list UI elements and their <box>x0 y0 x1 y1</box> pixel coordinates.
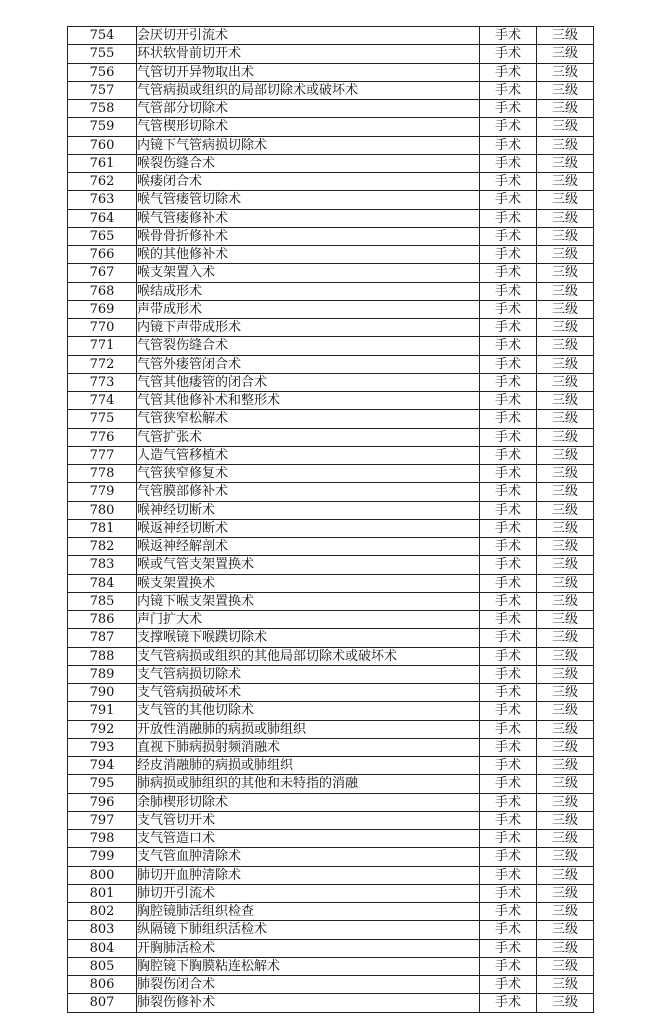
row-number: 792 <box>68 720 137 738</box>
procedure-type: 手术 <box>480 154 537 172</box>
procedure-level: 三级 <box>537 556 594 574</box>
table-row <box>68 757 594 775</box>
procedure-name: 喉骨骨折修补术 <box>137 227 480 245</box>
table-row <box>68 921 594 939</box>
table-row <box>68 118 594 136</box>
row-number: 804 <box>68 939 137 957</box>
procedure-name: 胸腔镜下胸膜粘连松解术 <box>137 957 480 975</box>
table-row <box>68 410 594 428</box>
procedure-level: 三级 <box>537 720 594 738</box>
row-number: 797 <box>68 811 137 829</box>
procedure-level: 三级 <box>537 136 594 154</box>
procedure-name: 会厌切开引流术 <box>137 27 480 45</box>
procedure-type: 手术 <box>480 501 537 519</box>
procedure-level: 三级 <box>537 392 594 410</box>
table-row <box>68 720 594 738</box>
procedure-name: 经皮消融肺的病损或肺组织 <box>137 757 480 775</box>
row-number: 803 <box>68 921 137 939</box>
table-row <box>68 556 594 574</box>
procedure-type: 手术 <box>480 519 537 537</box>
procedure-level: 三级 <box>537 957 594 975</box>
table-row <box>68 319 594 337</box>
procedure-level: 三级 <box>537 519 594 537</box>
table-row <box>68 191 594 209</box>
procedure-level: 三级 <box>537 45 594 63</box>
procedure-type: 手术 <box>480 264 537 282</box>
surgery-table <box>67 26 594 1013</box>
procedure-level: 三级 <box>537 629 594 647</box>
procedure-name: 喉瘘闭合术 <box>137 173 480 191</box>
procedure-level: 三级 <box>537 702 594 720</box>
procedure-level: 三级 <box>537 684 594 702</box>
row-number: 763 <box>68 191 137 209</box>
procedure-name: 肺病损或肺组织的其他和未特指的消融 <box>137 775 480 793</box>
table-row <box>68 264 594 282</box>
procedure-name: 喉支架置换术 <box>137 574 480 592</box>
procedure-name: 环状软骨前切开术 <box>137 45 480 63</box>
procedure-name: 喉气管瘘管切除术 <box>137 191 480 209</box>
row-number: 758 <box>68 100 137 118</box>
row-number: 769 <box>68 300 137 318</box>
procedure-level: 三级 <box>537 282 594 300</box>
procedure-name: 直视下肺病损射频消融术 <box>137 738 480 756</box>
procedure-name: 气管狭窄松解术 <box>137 410 480 428</box>
table-row <box>68 775 594 793</box>
table-row <box>68 300 594 318</box>
procedure-level: 三级 <box>537 337 594 355</box>
table-row <box>68 647 594 665</box>
procedure-name: 支气管的其他切除术 <box>137 702 480 720</box>
row-number: 773 <box>68 373 137 391</box>
procedure-name: 喉裂伤缝合术 <box>137 154 480 172</box>
row-number: 787 <box>68 629 137 647</box>
procedure-name: 支气管造口术 <box>137 830 480 848</box>
procedure-name: 气管膜部修补术 <box>137 483 480 501</box>
table-row <box>68 629 594 647</box>
procedure-type: 手术 <box>480 921 537 939</box>
procedure-type: 手术 <box>480 319 537 337</box>
table-row <box>68 100 594 118</box>
procedure-level: 三级 <box>537 665 594 683</box>
table-row <box>68 483 594 501</box>
procedure-name: 喉的其他修补术 <box>137 246 480 264</box>
row-number: 784 <box>68 574 137 592</box>
procedure-level: 三级 <box>537 994 594 1012</box>
procedure-name: 余肺楔形切除术 <box>137 793 480 811</box>
procedure-type: 手术 <box>480 720 537 738</box>
procedure-level: 三级 <box>537 793 594 811</box>
procedure-name: 喉或气管支架置换术 <box>137 556 480 574</box>
row-number: 766 <box>68 246 137 264</box>
procedure-name: 喉返神经切断术 <box>137 519 480 537</box>
procedure-name: 肺裂伤修补术 <box>137 994 480 1012</box>
row-number: 767 <box>68 264 137 282</box>
procedure-name: 喉结成形术 <box>137 282 480 300</box>
table-row <box>68 793 594 811</box>
procedure-level: 三级 <box>537 775 594 793</box>
procedure-type: 手术 <box>480 702 537 720</box>
procedure-name: 喉气管瘘修补术 <box>137 209 480 227</box>
procedure-type: 手术 <box>480 793 537 811</box>
procedure-type: 手术 <box>480 903 537 921</box>
row-number: 805 <box>68 957 137 975</box>
table-row <box>68 866 594 884</box>
procedure-type: 手术 <box>480 27 537 45</box>
row-number: 782 <box>68 538 137 556</box>
table-row <box>68 355 594 373</box>
procedure-type: 手术 <box>480 957 537 975</box>
procedure-type: 手术 <box>480 611 537 629</box>
procedure-name: 气管部分切除术 <box>137 100 480 118</box>
procedure-level: 三级 <box>537 428 594 446</box>
procedure-level: 三级 <box>537 903 594 921</box>
procedure-type: 手术 <box>480 592 537 610</box>
procedure-level: 三级 <box>537 738 594 756</box>
procedure-level: 三级 <box>537 264 594 282</box>
procedure-name: 气管狭窄修复术 <box>137 465 480 483</box>
row-number: 779 <box>68 483 137 501</box>
procedure-type: 手术 <box>480 556 537 574</box>
procedure-level: 三级 <box>537 191 594 209</box>
procedure-level: 三级 <box>537 209 594 227</box>
row-number: 754 <box>68 27 137 45</box>
procedure-name: 开放性消融肺的病损或肺组织 <box>137 720 480 738</box>
procedure-type: 手术 <box>480 209 537 227</box>
procedure-type: 手术 <box>480 866 537 884</box>
row-number: 790 <box>68 684 137 702</box>
procedure-name: 气管外瘘管闭合术 <box>137 355 480 373</box>
procedure-level: 三级 <box>537 884 594 902</box>
procedure-name: 喉返神经解剖术 <box>137 538 480 556</box>
table-row <box>68 519 594 537</box>
procedure-type: 手术 <box>480 282 537 300</box>
procedure-type: 手术 <box>480 191 537 209</box>
procedure-type: 手术 <box>480 465 537 483</box>
row-number: 777 <box>68 446 137 464</box>
procedure-name: 气管其他瘘管的闭合术 <box>137 373 480 391</box>
table-row <box>68 574 594 592</box>
procedure-type: 手术 <box>480 337 537 355</box>
procedure-name: 支气管病损破坏术 <box>137 684 480 702</box>
row-number: 757 <box>68 81 137 99</box>
row-number: 768 <box>68 282 137 300</box>
procedure-name: 气管病损或组织的局部切除术或破坏术 <box>137 81 480 99</box>
table-row <box>68 428 594 446</box>
row-number: 770 <box>68 319 137 337</box>
table-row <box>68 173 594 191</box>
row-number: 772 <box>68 355 137 373</box>
procedure-level: 三级 <box>537 446 594 464</box>
procedure-level: 三级 <box>537 501 594 519</box>
procedure-type: 手术 <box>480 410 537 428</box>
procedure-level: 三级 <box>537 811 594 829</box>
procedure-type: 手术 <box>480 392 537 410</box>
procedure-type: 手术 <box>480 665 537 683</box>
procedure-type: 手术 <box>480 428 537 446</box>
procedure-level: 三级 <box>537 355 594 373</box>
procedure-level: 三级 <box>537 100 594 118</box>
row-number: 799 <box>68 848 137 866</box>
procedure-name: 肺切开引流术 <box>137 884 480 902</box>
procedure-type: 手术 <box>480 574 537 592</box>
procedure-level: 三级 <box>537 173 594 191</box>
procedure-level: 三级 <box>537 866 594 884</box>
table-row <box>68 957 594 975</box>
procedure-name: 人造气管移植术 <box>137 446 480 464</box>
procedure-level: 三级 <box>537 227 594 245</box>
row-number: 793 <box>68 738 137 756</box>
row-number: 764 <box>68 209 137 227</box>
procedure-name: 气管扩张术 <box>137 428 480 446</box>
procedure-name: 气管裂伤缝合术 <box>137 337 480 355</box>
row-number: 775 <box>68 410 137 428</box>
procedure-level: 三级 <box>537 81 594 99</box>
table-row <box>68 373 594 391</box>
procedure-name: 支气管病损切除术 <box>137 665 480 683</box>
row-number: 807 <box>68 994 137 1012</box>
procedure-name: 气管楔形切除术 <box>137 118 480 136</box>
procedure-level: 三级 <box>537 574 594 592</box>
procedure-type: 手术 <box>480 757 537 775</box>
procedure-type: 手术 <box>480 373 537 391</box>
row-number: 800 <box>68 866 137 884</box>
table-row <box>68 684 594 702</box>
procedure-level: 三级 <box>537 483 594 501</box>
procedure-level: 三级 <box>537 319 594 337</box>
row-number: 801 <box>68 884 137 902</box>
table-row <box>68 811 594 829</box>
procedure-level: 三级 <box>537 611 594 629</box>
procedure-type: 手术 <box>480 118 537 136</box>
procedure-type: 手术 <box>480 63 537 81</box>
table-row <box>68 246 594 264</box>
procedure-type: 手术 <box>480 848 537 866</box>
procedure-name: 纵隔镜下肺组织活检术 <box>137 921 480 939</box>
row-number: 762 <box>68 173 137 191</box>
procedure-level: 三级 <box>537 939 594 957</box>
table-row <box>68 976 594 994</box>
table-row <box>68 337 594 355</box>
procedure-level: 三级 <box>537 757 594 775</box>
procedure-name: 支气管病损或组织的其他局部切除术或破坏术 <box>137 647 480 665</box>
table-row <box>68 209 594 227</box>
procedure-name: 喉神经切断术 <box>137 501 480 519</box>
procedure-type: 手术 <box>480 994 537 1012</box>
row-number: 755 <box>68 45 137 63</box>
row-number: 760 <box>68 136 137 154</box>
procedure-name: 气管切开异物取出术 <box>137 63 480 81</box>
procedure-level: 三级 <box>537 976 594 994</box>
row-number: 781 <box>68 519 137 537</box>
procedure-type: 手术 <box>480 629 537 647</box>
table-row <box>68 63 594 81</box>
procedure-level: 三级 <box>537 921 594 939</box>
procedure-name: 胸腔镜肺活组织检查 <box>137 903 480 921</box>
procedure-level: 三级 <box>537 154 594 172</box>
row-number: 783 <box>68 556 137 574</box>
procedure-type: 手术 <box>480 884 537 902</box>
procedure-level: 三级 <box>537 848 594 866</box>
procedure-type: 手术 <box>480 136 537 154</box>
procedure-name: 开胸肺活检术 <box>137 939 480 957</box>
procedure-level: 三级 <box>537 410 594 428</box>
row-number: 795 <box>68 775 137 793</box>
procedure-type: 手术 <box>480 227 537 245</box>
table-row <box>68 227 594 245</box>
procedure-level: 三级 <box>537 647 594 665</box>
procedure-level: 三级 <box>537 538 594 556</box>
procedure-name: 内镜下声带成形术 <box>137 319 480 337</box>
procedure-type: 手术 <box>480 647 537 665</box>
table-row <box>68 136 594 154</box>
table-row <box>68 282 594 300</box>
row-number: 759 <box>68 118 137 136</box>
row-number: 796 <box>68 793 137 811</box>
procedure-name: 支气管血肿清除术 <box>137 848 480 866</box>
row-number: 788 <box>68 647 137 665</box>
table-row <box>68 738 594 756</box>
procedure-name: 喉支架置入术 <box>137 264 480 282</box>
procedure-type: 手术 <box>480 939 537 957</box>
table-row <box>68 702 594 720</box>
table-row <box>68 81 594 99</box>
procedure-level: 三级 <box>537 118 594 136</box>
procedure-type: 手术 <box>480 538 537 556</box>
procedure-level: 三级 <box>537 246 594 264</box>
procedure-level: 三级 <box>537 373 594 391</box>
table-row <box>68 939 594 957</box>
row-number: 798 <box>68 830 137 848</box>
procedure-type: 手术 <box>480 483 537 501</box>
procedure-name: 肺裂伤闭合术 <box>137 976 480 994</box>
procedure-type: 手术 <box>480 355 537 373</box>
procedure-type: 手术 <box>480 81 537 99</box>
row-number: 761 <box>68 154 137 172</box>
procedure-name: 内镜下气管病损切除术 <box>137 136 480 154</box>
table-row <box>68 538 594 556</box>
procedure-level: 三级 <box>537 465 594 483</box>
table-row <box>68 45 594 63</box>
row-number: 774 <box>68 392 137 410</box>
row-number: 789 <box>68 665 137 683</box>
row-number: 806 <box>68 976 137 994</box>
procedure-name: 支气管切开术 <box>137 811 480 829</box>
procedure-type: 手术 <box>480 811 537 829</box>
row-number: 780 <box>68 501 137 519</box>
row-number: 771 <box>68 337 137 355</box>
table-row <box>68 446 594 464</box>
procedure-name: 气管其他修补术和整形术 <box>137 392 480 410</box>
procedure-level: 三级 <box>537 592 594 610</box>
procedure-type: 手术 <box>480 173 537 191</box>
procedure-level: 三级 <box>537 830 594 848</box>
procedure-type: 手术 <box>480 246 537 264</box>
procedure-name: 肺切开血肿清除术 <box>137 866 480 884</box>
procedure-type: 手术 <box>480 738 537 756</box>
row-number: 785 <box>68 592 137 610</box>
procedure-type: 手术 <box>480 684 537 702</box>
row-number: 802 <box>68 903 137 921</box>
table-row <box>68 392 594 410</box>
procedure-type: 手术 <box>480 45 537 63</box>
procedure-name: 声带成形术 <box>137 300 480 318</box>
procedure-type: 手术 <box>480 775 537 793</box>
row-number: 794 <box>68 757 137 775</box>
procedure-name: 支撑喉镜下喉蹼切除术 <box>137 629 480 647</box>
procedure-type: 手术 <box>480 976 537 994</box>
procedure-type: 手术 <box>480 100 537 118</box>
procedure-type: 手术 <box>480 300 537 318</box>
row-number: 778 <box>68 465 137 483</box>
table-row <box>68 592 594 610</box>
row-number: 756 <box>68 63 137 81</box>
row-number: 765 <box>68 227 137 245</box>
procedure-name: 内镜下喉支架置换术 <box>137 592 480 610</box>
table-row <box>68 611 594 629</box>
table-row <box>68 154 594 172</box>
table-row <box>68 903 594 921</box>
table-row <box>68 27 594 45</box>
table-row <box>68 884 594 902</box>
row-number: 791 <box>68 702 137 720</box>
table-row <box>68 830 594 848</box>
table-row <box>68 994 594 1012</box>
procedure-level: 三级 <box>537 300 594 318</box>
table-row <box>68 465 594 483</box>
table-body <box>68 27 594 1013</box>
procedure-name: 声门扩大术 <box>137 611 480 629</box>
row-number: 786 <box>68 611 137 629</box>
procedure-type: 手术 <box>480 830 537 848</box>
procedure-level: 三级 <box>537 27 594 45</box>
row-number: 776 <box>68 428 137 446</box>
table-row <box>68 848 594 866</box>
procedure-level: 三级 <box>537 63 594 81</box>
table-row <box>68 501 594 519</box>
table-row <box>68 665 594 683</box>
procedure-type: 手术 <box>480 446 537 464</box>
